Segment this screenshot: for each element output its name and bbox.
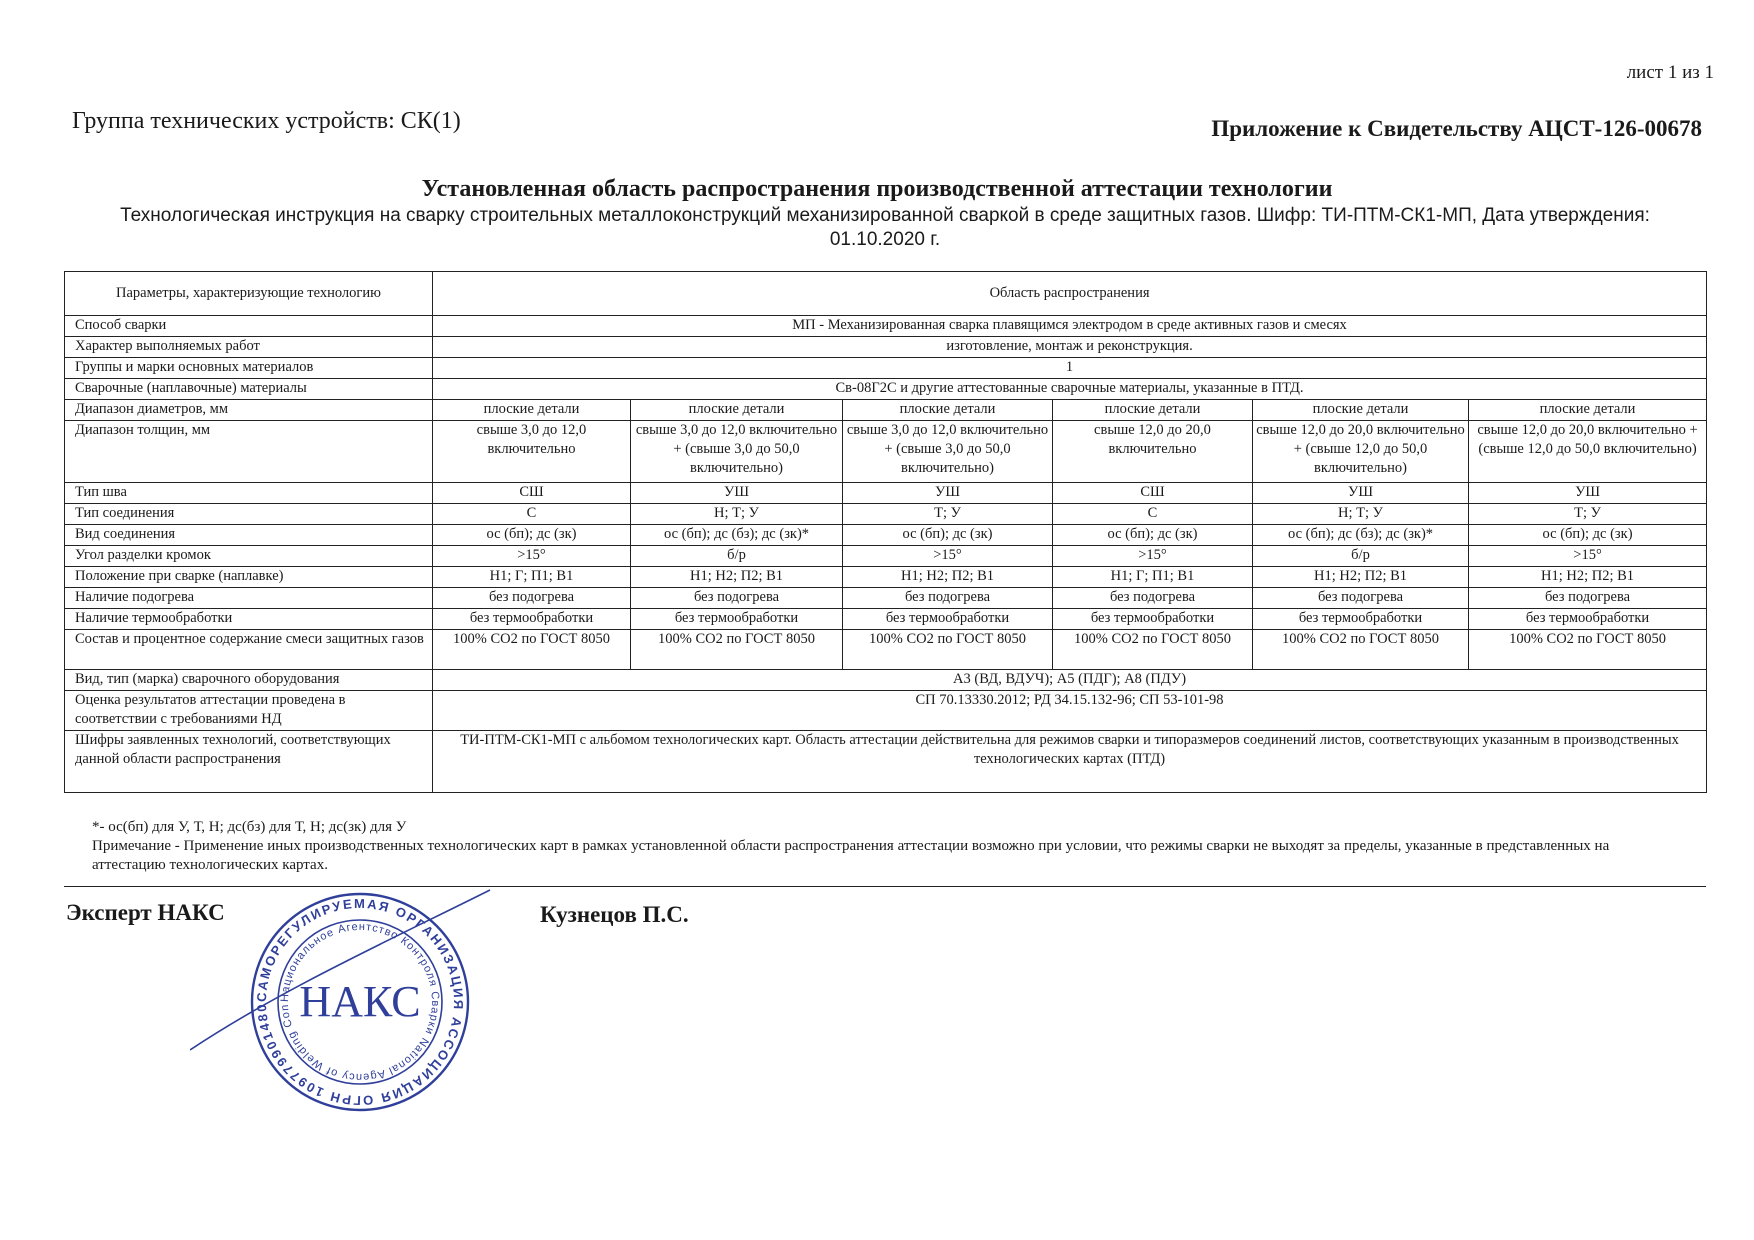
- scope-cell: А3 (ВД, ВДУЧ); А5 (ПДГ); А8 (ПДУ): [433, 670, 1707, 691]
- value-cell: свыше 3,0 до 12,0 включительно: [433, 421, 631, 483]
- value-cell: свыше 3,0 до 12,0 включительно + (свыше 3,0 до 50,0 включительно): [843, 421, 1053, 483]
- value-cell: без подогрева: [1469, 588, 1707, 609]
- table-row: [65, 400, 1707, 421]
- param-cell: Оценка результатов аттестации проведена в соответствии с требованиями НД: [65, 691, 433, 731]
- value-cell: >15°: [1053, 546, 1253, 567]
- scope-cell: МП - Механизированная сварка плавящимся электродом в среде активных газов и смесях: [433, 316, 1707, 337]
- value-cell: >15°: [1469, 546, 1707, 567]
- value-cell: без подогрева: [433, 588, 631, 609]
- table-row: [65, 567, 1707, 588]
- value-cell: б/р: [631, 546, 843, 567]
- sheet-number: лист 1 из 1: [1626, 62, 1714, 83]
- value-cell: 100% СО2 по ГОСТ 8050: [631, 630, 843, 670]
- device-group: Группа технических устройств: СК(1): [72, 108, 461, 134]
- value-cell: плоские детали: [1253, 400, 1469, 421]
- expert-name: Кузнецов П.С.: [540, 902, 689, 927]
- table-row: [65, 630, 1707, 670]
- value-cell: без подогрева: [843, 588, 1053, 609]
- value-cell: СШ: [1053, 483, 1253, 504]
- header-param: Параметры, характеризующие технологию: [65, 272, 433, 316]
- scope-cell: изготовление, монтаж и реконструкция.: [433, 337, 1707, 358]
- value-cell: 100% СО2 по ГОСТ 8050: [1253, 630, 1469, 670]
- scope-cell: Св-08Г2С и другие аттестованные сварочные материалы, указанные в ПТД.: [433, 379, 1707, 400]
- value-cell: ос (бп); дс (бз); дс (зк)*: [1253, 525, 1469, 546]
- value-cell: Н1; Н2; П2; В1: [843, 567, 1053, 588]
- document-title: Установленная область распространения производственной аттестации технологии: [421, 176, 1333, 202]
- scope-cell: ТИ-ПТМ-СК1-МП с альбомом технологических карт. Область аттестации действительна для режимов сварки и типоразмеров соединений листов, соответствующих указанным в производственных технологических картах (ПТД): [433, 731, 1707, 793]
- value-cell: плоские детали: [1053, 400, 1253, 421]
- table-row: [65, 504, 1707, 525]
- table-row: [65, 525, 1707, 546]
- table-row: [65, 588, 1707, 609]
- value-cell: >15°: [843, 546, 1053, 567]
- param-cell: Способ сварки: [65, 316, 433, 337]
- value-cell: Н; Т; У: [631, 504, 843, 525]
- value-cell: без термообработки: [1053, 609, 1253, 630]
- value-cell: 100% СО2 по ГОСТ 8050: [1469, 630, 1707, 670]
- value-cell: без термообработки: [1253, 609, 1469, 630]
- value-cell: плоские детали: [1469, 400, 1707, 421]
- value-cell: УШ: [1469, 483, 1707, 504]
- param-cell: Вид соединения: [65, 525, 433, 546]
- param-cell: Группы и марки основных материалов: [65, 358, 433, 379]
- table-row: [65, 379, 1707, 400]
- value-cell: свыше 3,0 до 12,0 включительно + (свыше 3,0 до 50,0 включительно): [631, 421, 843, 483]
- table-row: [65, 358, 1707, 379]
- table-row: [65, 337, 1707, 358]
- value-cell: ос (бп); дс (бз); дс (зк)*: [631, 525, 843, 546]
- value-cell: свыше 12,0 до 20,0 включительно + (свыше 12,0 до 50,0 включительно): [1253, 421, 1469, 483]
- param-cell: Диапазон диаметров, мм: [65, 400, 433, 421]
- value-cell: Н1; Н2; П2; В1: [1469, 567, 1707, 588]
- param-cell: Угол разделки кромок: [65, 546, 433, 567]
- naks-stamp: [190, 880, 510, 1120]
- value-cell: Н1; Г; П1; В1: [433, 567, 631, 588]
- stamp-inner-text: Национальное Агентство Контроля Сварки National Agency of Welding Con: [278, 920, 442, 1084]
- value-cell: без подогрева: [1253, 588, 1469, 609]
- param-cell: Характер выполняемых работ: [65, 337, 433, 358]
- value-cell: плоские детали: [843, 400, 1053, 421]
- value-cell: ос (бп); дс (зк): [1053, 525, 1253, 546]
- value-cell: Н1; Н2; П2; В1: [1253, 567, 1469, 588]
- value-cell: С: [433, 504, 631, 525]
- value-cell: 100% СО2 по ГОСТ 8050: [843, 630, 1053, 670]
- table-row: [65, 691, 1707, 731]
- expert-label: Эксперт НАКС: [66, 900, 225, 925]
- value-cell: С: [1053, 504, 1253, 525]
- value-cell: без подогрева: [631, 588, 843, 609]
- value-cell: Н1; Н2; П2; В1: [631, 567, 843, 588]
- scope-cell: СП 70.13330.2012; РД 34.15.132-96; СП 53-101-98: [433, 691, 1707, 731]
- value-cell: плоские детали: [631, 400, 843, 421]
- value-cell: без термообработки: [433, 609, 631, 630]
- table-row: [65, 670, 1707, 691]
- stamp-center-text: НАКС: [299, 977, 421, 1026]
- attestation-table: [64, 271, 1707, 793]
- value-cell: без подогрева: [1053, 588, 1253, 609]
- value-cell: без термообработки: [631, 609, 843, 630]
- value-cell: Н1; Г; П1; В1: [1053, 567, 1253, 588]
- table-row: [65, 421, 1707, 483]
- footnote: *- ос(бп) для У, Т, Н; дс(бз) для Т, Н; дс(зк) для У: [92, 819, 407, 835]
- value-cell: СШ: [433, 483, 631, 504]
- table-row: [65, 731, 1707, 793]
- param-cell: Наличие подогрева: [65, 588, 433, 609]
- param-cell: Сварочные (наплавочные) материалы: [65, 379, 433, 400]
- signature-stroke: [190, 890, 490, 1050]
- scope-cell: 1: [433, 358, 1707, 379]
- table-row: [65, 609, 1707, 630]
- table-row: [65, 316, 1707, 337]
- stamp-outer-text: САМОРЕГУЛИРУЕМАЯ ОРГАНИЗАЦИЯ АССОЦИАЦИЯ ОГРН 109779901480: [253, 895, 467, 1109]
- table-row: [65, 483, 1707, 504]
- value-cell: плоские детали: [433, 400, 631, 421]
- param-cell: Вид, тип (марка) сварочного оборудования: [65, 670, 433, 691]
- value-cell: Н; Т; У: [1253, 504, 1469, 525]
- value-cell: без термообработки: [1469, 609, 1707, 630]
- appendix-title: Приложение к Свидетельству АЦСТ-126-00678: [1211, 116, 1702, 141]
- document-subtitle: Технологическая инструкция на сварку строительных металлоконструкций механизированной сваркой в среде защитных газов. Шифр: ТИ-ПТМ-СК1-МП, Дата утверждения: 01.10.2020 г.: [120, 205, 1650, 250]
- param-cell: Состав и процентное содержание смеси защитных газов: [65, 630, 433, 670]
- value-cell: 100% СО2 по ГОСТ 8050: [1053, 630, 1253, 670]
- value-cell: УШ: [843, 483, 1053, 504]
- param-cell: Тип соединения: [65, 504, 433, 525]
- param-cell: Тип шва: [65, 483, 433, 504]
- value-cell: УШ: [1253, 483, 1469, 504]
- param-cell: Наличие термообработки: [65, 609, 433, 630]
- param-cell: Шифры заявленных технологий, соответствующих данной области распространения: [65, 731, 433, 793]
- value-cell: свыше 12,0 до 20,0 включительно + (свыше 12,0 до 50,0 включительно): [1469, 421, 1707, 483]
- notes: [92, 818, 1672, 875]
- value-cell: без термообработки: [843, 609, 1053, 630]
- value-cell: ос (бп); дс (зк): [843, 525, 1053, 546]
- param-cell: Диапазон толщин, мм: [65, 421, 433, 483]
- value-cell: УШ: [631, 483, 843, 504]
- table-row: [65, 546, 1707, 567]
- value-cell: Т; У: [843, 504, 1053, 525]
- table-header-row: [65, 272, 1707, 316]
- value-cell: б/р: [1253, 546, 1469, 567]
- remark: Примечание - Применение иных производственных технологических карт в рамках установленной области распространения аттестации возможно при условии, что режимы сварки не выходят за пределы, указанные в представленных на аттестацию технологических картах.: [92, 838, 1610, 873]
- param-cell: Положение при сварке (наплавке): [65, 567, 433, 588]
- value-cell: 100% СО2 по ГОСТ 8050: [433, 630, 631, 670]
- value-cell: >15°: [433, 546, 631, 567]
- value-cell: Т; У: [1469, 504, 1707, 525]
- value-cell: свыше 12,0 до 20,0 включительно: [1053, 421, 1253, 483]
- header-scope: Область распространения: [433, 272, 1707, 316]
- value-cell: ос (бп); дс (зк): [1469, 525, 1707, 546]
- value-cell: ос (бп); дс (зк): [433, 525, 631, 546]
